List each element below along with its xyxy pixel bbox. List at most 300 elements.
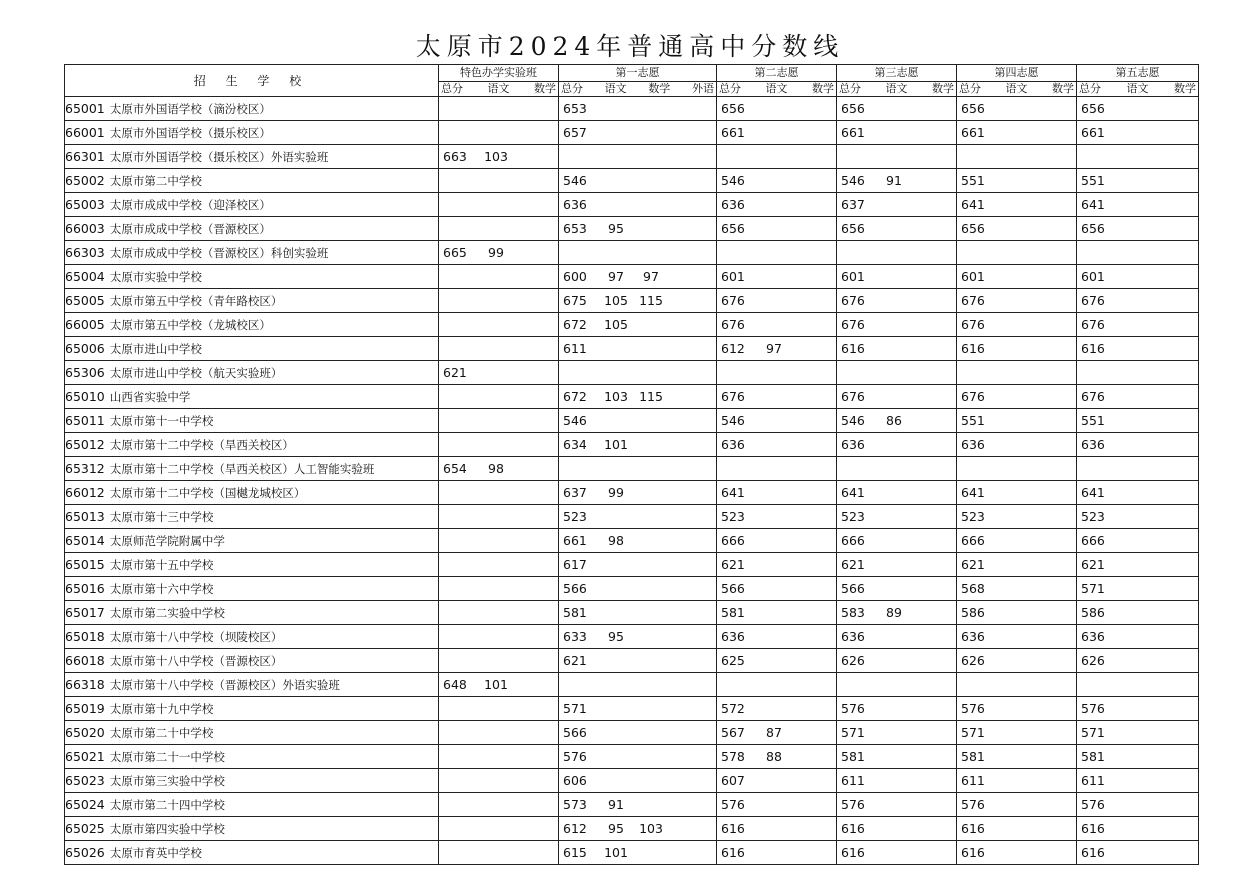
score-cell: [439, 289, 559, 313]
score-cell: [717, 265, 837, 289]
total-score: 636: [1081, 437, 1105, 452]
score-cell: [439, 385, 559, 409]
total-score: 568: [961, 581, 985, 596]
table-row: [65, 817, 1199, 841]
table-row: [65, 313, 1199, 337]
subheader-cell: [1077, 82, 1199, 97]
score-cell: [559, 529, 717, 553]
total-score: 601: [961, 269, 985, 284]
subheader-label: 总分: [561, 82, 583, 95]
total-score: 601: [1081, 269, 1105, 284]
school-code: 65021: [65, 749, 105, 764]
total-score: 612: [721, 341, 745, 356]
score-cell: [559, 697, 717, 721]
score-cell: [439, 817, 559, 841]
chinese-score: 86: [886, 413, 902, 428]
score-cell: [717, 193, 837, 217]
total-score: 573: [563, 797, 587, 812]
total-score: 616: [1081, 341, 1105, 356]
total-score: 523: [841, 509, 865, 524]
score-cell: [837, 241, 957, 265]
score-cell: [559, 745, 717, 769]
score-cell: [717, 745, 837, 769]
score-cell: [1077, 361, 1199, 385]
score-cell: [837, 409, 957, 433]
score-cell: [957, 409, 1077, 433]
table-row: [65, 145, 1199, 169]
total-score: 656: [721, 221, 745, 236]
total-score: 566: [721, 581, 745, 596]
total-score: 523: [961, 509, 985, 524]
score-cell: [837, 481, 957, 505]
school-name: 太原市第十八中学校（坝陵校区）: [109, 630, 283, 644]
school-cell: [65, 385, 439, 409]
score-cell: [957, 841, 1077, 865]
table-row: [65, 121, 1199, 145]
score-cell: [1077, 169, 1199, 193]
school-code: 65312: [65, 461, 105, 476]
school-code: 65019: [65, 701, 105, 716]
score-cell: [439, 601, 559, 625]
school-name: 太原市第三实验中学校: [109, 774, 225, 788]
school-code: 65006: [65, 341, 105, 356]
score-cell: [837, 145, 957, 169]
total-score: 601: [721, 269, 745, 284]
total-score: 621: [563, 653, 587, 668]
math-score: 97: [643, 269, 659, 284]
table-row: [65, 529, 1199, 553]
score-cell: [957, 241, 1077, 265]
total-score: 656: [961, 101, 985, 116]
school-cell: [65, 241, 439, 265]
total-score: 583: [841, 605, 865, 620]
table-row: [65, 553, 1199, 577]
total-score: 665: [443, 245, 467, 260]
score-cell: [837, 121, 957, 145]
table-row: [65, 481, 1199, 505]
score-cell: [957, 433, 1077, 457]
total-score: 601: [841, 269, 865, 284]
table-row: [65, 337, 1199, 361]
score-cell: [1077, 313, 1199, 337]
score-cell: [439, 193, 559, 217]
total-score: 666: [1081, 533, 1105, 548]
subheader-label: 语文: [1005, 82, 1028, 95]
total-score: 523: [721, 509, 745, 524]
school-cell: [65, 721, 439, 745]
score-cell: [1077, 121, 1199, 145]
school-code: 65018: [65, 629, 105, 644]
score-cell: [1077, 697, 1199, 721]
score-cell: [1077, 721, 1199, 745]
school-name: 太原市第十二中学校（旱西关校区）人工智能实验班: [109, 462, 375, 476]
score-cell: [439, 145, 559, 169]
score-cell: [717, 577, 837, 601]
score-cell: [957, 289, 1077, 313]
subheader-cell: [957, 82, 1077, 97]
score-cell: [559, 409, 717, 433]
total-score: 656: [961, 221, 985, 236]
score-cell: [1077, 841, 1199, 865]
subheader-label: 语文: [487, 82, 510, 95]
score-cell: [1077, 625, 1199, 649]
total-score: 546: [563, 413, 587, 428]
score-cell: [559, 241, 717, 265]
score-cell: [1077, 673, 1199, 697]
score-cell: [1077, 553, 1199, 577]
score-cell: [559, 217, 717, 241]
total-score: 666: [961, 533, 985, 548]
score-cell: [439, 481, 559, 505]
school-cell: [65, 313, 439, 337]
score-cell: [717, 361, 837, 385]
math-score: 115: [639, 389, 663, 404]
score-cell: [439, 697, 559, 721]
total-score: 636: [721, 197, 745, 212]
score-cell: [957, 673, 1077, 697]
total-score: 611: [563, 341, 587, 356]
total-score: 676: [841, 389, 865, 404]
table-row: [65, 241, 1199, 265]
school-name: 山西省实验中学: [109, 390, 191, 404]
score-cell: [559, 289, 717, 313]
score-cell: [717, 529, 837, 553]
score-cell: [1077, 649, 1199, 673]
total-score: 641: [1081, 197, 1105, 212]
school-code: 65306: [65, 365, 105, 380]
total-score: 633: [563, 629, 587, 644]
table-row: [65, 433, 1199, 457]
table-row: [65, 217, 1199, 241]
school-cell: [65, 145, 439, 169]
table-row: [65, 745, 1199, 769]
score-cell: [559, 553, 717, 577]
group-header: 第四志愿: [957, 65, 1077, 82]
total-score: 656: [841, 221, 865, 236]
total-score: 576: [961, 797, 985, 812]
total-score: 621: [961, 557, 985, 572]
score-cell: [559, 649, 717, 673]
total-score: 641: [841, 485, 865, 500]
subheader-label: 数学: [648, 82, 671, 95]
score-cell: [717, 457, 837, 481]
total-score: 581: [961, 749, 985, 764]
total-score: 571: [563, 701, 587, 716]
school-name: 太原市实验中学校: [109, 270, 202, 284]
total-score: 571: [841, 725, 865, 740]
total-score: 626: [961, 653, 985, 668]
total-score: 566: [841, 581, 865, 596]
total-score: 626: [841, 653, 865, 668]
total-score: 616: [1081, 845, 1105, 860]
school-cell: [65, 625, 439, 649]
page-title: 太原市2024年普通高中分数线: [415, 32, 845, 61]
school-cell: [65, 433, 439, 457]
score-cell: [1077, 505, 1199, 529]
score-cell: [439, 793, 559, 817]
score-cell: [1077, 481, 1199, 505]
school-name: 太原市成成中学校（迎泽校区）: [109, 198, 271, 212]
score-cell: [957, 265, 1077, 289]
total-score: 576: [1081, 797, 1105, 812]
school-code: 66301: [65, 149, 105, 164]
school-name: 太原师范学院附属中学: [109, 534, 225, 548]
score-cell: [837, 745, 957, 769]
score-cell: [957, 193, 1077, 217]
score-cell: [1077, 577, 1199, 601]
score-cell: [559, 841, 717, 865]
table-row: [65, 169, 1199, 193]
score-cell: [559, 169, 717, 193]
score-cell: [957, 577, 1077, 601]
score-cell: [1077, 433, 1199, 457]
score-cell: [717, 241, 837, 265]
total-score: 636: [841, 629, 865, 644]
school-code: 65013: [65, 509, 105, 524]
score-cell: [439, 553, 559, 577]
school-code: 65015: [65, 557, 105, 572]
subheader-label: 总分: [441, 82, 463, 95]
score-cell: [837, 169, 957, 193]
school-code: 66303: [65, 245, 105, 260]
score-cell: [837, 817, 957, 841]
table-row: [65, 265, 1199, 289]
school-name: 太原市第十六中学校: [109, 582, 214, 596]
score-cell: [1077, 241, 1199, 265]
total-score: 576: [563, 749, 587, 764]
table-row: [65, 601, 1199, 625]
total-score: 636: [961, 629, 985, 644]
score-cell: [1077, 601, 1199, 625]
chinese-score: 91: [886, 173, 902, 188]
total-score: 616: [841, 341, 865, 356]
total-score: 656: [841, 101, 865, 116]
score-cell: [957, 121, 1077, 145]
score-cell: [837, 457, 957, 481]
subheader-cell: [837, 82, 957, 97]
school-cell: [65, 97, 439, 121]
total-score: 546: [563, 173, 587, 188]
school-name: 太原市第二十一中学校: [109, 750, 225, 764]
total-score: 661: [721, 125, 745, 140]
table-row: [65, 385, 1199, 409]
subheader-label: 语文: [885, 82, 908, 95]
total-score: 641: [1081, 485, 1105, 500]
total-score: 566: [563, 725, 587, 740]
score-cell: [559, 265, 717, 289]
total-score: 617: [563, 557, 587, 572]
chinese-score: 98: [488, 461, 504, 476]
school-cell: [65, 841, 439, 865]
score-cell: [717, 649, 837, 673]
total-score: 581: [1081, 749, 1105, 764]
total-score: 615: [563, 845, 587, 860]
total-score: 676: [1081, 293, 1105, 308]
score-cell: [439, 313, 559, 337]
total-score: 621: [721, 557, 745, 572]
score-cell: [559, 193, 717, 217]
school-code: 66012: [65, 485, 105, 500]
chinese-score: 95: [608, 821, 624, 836]
total-score: 576: [961, 701, 985, 716]
score-cell: [717, 433, 837, 457]
score-cell: [837, 289, 957, 313]
total-score: 654: [443, 461, 467, 476]
total-score: 571: [1081, 725, 1105, 740]
score-cell: [559, 673, 717, 697]
school-name: 太原市第十五中学校: [109, 558, 214, 572]
score-cell: [439, 241, 559, 265]
score-cell: [439, 409, 559, 433]
score-cell: [957, 649, 1077, 673]
chinese-score: 95: [608, 221, 624, 236]
score-cell: [717, 121, 837, 145]
total-score: 611: [961, 773, 985, 788]
school-cell: [65, 817, 439, 841]
total-score: 616: [961, 845, 985, 860]
group-header: 特色办学实验班: [439, 65, 559, 82]
school-code: 66003: [65, 221, 105, 236]
score-cell: [837, 529, 957, 553]
school-code: 65017: [65, 605, 105, 620]
table-row: [65, 625, 1199, 649]
score-cell: [439, 745, 559, 769]
total-score: 523: [563, 509, 587, 524]
school-cell: [65, 217, 439, 241]
chinese-score: 98: [608, 533, 624, 548]
total-score: 676: [721, 317, 745, 332]
school-code: 65014: [65, 533, 105, 548]
total-score: 676: [1081, 389, 1105, 404]
total-score: 586: [961, 605, 985, 620]
score-cell: [559, 145, 717, 169]
total-score: 636: [961, 437, 985, 452]
score-cell: [1077, 193, 1199, 217]
score-cell: [957, 625, 1077, 649]
subheader-label: 数学: [932, 82, 954, 95]
school-code: 66001: [65, 125, 105, 140]
school-cell: [65, 265, 439, 289]
subheader-label: 数学: [534, 82, 556, 95]
score-cell: [957, 529, 1077, 553]
score-cell: [717, 313, 837, 337]
score-cell: [559, 577, 717, 601]
score-cell: [837, 577, 957, 601]
score-cell: [957, 217, 1077, 241]
table-row: [65, 769, 1199, 793]
total-score: 616: [961, 341, 985, 356]
total-score: 576: [841, 797, 865, 812]
chinese-score: 99: [488, 245, 504, 260]
total-score: 551: [961, 173, 985, 188]
total-score: 576: [721, 797, 745, 812]
school-code: 65002: [65, 173, 105, 188]
score-cell: [717, 673, 837, 697]
score-cell: [559, 361, 717, 385]
score-cell: [1077, 289, 1199, 313]
total-score: 571: [961, 725, 985, 740]
score-cell: [837, 505, 957, 529]
score-cell: [957, 697, 1077, 721]
score-cell: [439, 169, 559, 193]
total-score: 663: [443, 149, 467, 164]
score-cell: [957, 769, 1077, 793]
score-cell: [837, 265, 957, 289]
score-cell: [957, 601, 1077, 625]
total-score: 616: [721, 845, 745, 860]
score-cell: [439, 361, 559, 385]
score-cell: [957, 313, 1077, 337]
school-code: 65001: [65, 101, 105, 116]
total-score: 551: [1081, 173, 1105, 188]
school-cell: [65, 337, 439, 361]
school-name: 太原市进山中学校: [109, 342, 202, 356]
table-row: [65, 649, 1199, 673]
score-cell: [837, 697, 957, 721]
score-cell: [559, 625, 717, 649]
school-cell: [65, 169, 439, 193]
score-cell: [957, 793, 1077, 817]
score-cell: [957, 481, 1077, 505]
total-score: 606: [563, 773, 587, 788]
score-cell: [957, 505, 1077, 529]
score-cell: [837, 649, 957, 673]
total-score: 675: [563, 293, 587, 308]
school-code: 66005: [65, 317, 105, 332]
school-name: 太原市外国语学校（摄乐校区）外语实验班: [109, 150, 329, 164]
score-cell: [439, 841, 559, 865]
total-score: 578: [721, 749, 745, 764]
total-score: 600: [563, 269, 587, 284]
school-name: 太原市第四实验中学校: [109, 822, 225, 836]
score-cell: [1077, 97, 1199, 121]
score-cell: [559, 601, 717, 625]
score-cell: [957, 721, 1077, 745]
score-cell: [717, 625, 837, 649]
math-score: 103: [639, 821, 663, 836]
subheader-cell: [439, 82, 559, 97]
total-score: 634: [563, 437, 587, 452]
school-cell: [65, 577, 439, 601]
score-cell: [837, 769, 957, 793]
school-name: 太原市外国语学校（摄乐校区）: [109, 126, 271, 140]
total-score: 551: [961, 413, 985, 428]
school-cell: [65, 553, 439, 577]
score-cell: [1077, 337, 1199, 361]
school-name: 太原市第二十四中学校: [109, 798, 225, 812]
total-score: 611: [1081, 773, 1105, 788]
score-cell: [837, 553, 957, 577]
total-score: 636: [841, 437, 865, 452]
total-score: 581: [721, 605, 745, 620]
school-cell: [65, 121, 439, 145]
table-row: [65, 457, 1199, 481]
total-score: 676: [961, 293, 985, 308]
score-cell: [717, 169, 837, 193]
total-score: 607: [721, 773, 745, 788]
school-name: 太原市第二实验中学校: [109, 606, 225, 620]
total-score: 636: [721, 629, 745, 644]
score-cell: [439, 337, 559, 361]
total-score: 676: [721, 389, 745, 404]
score-cell: [717, 337, 837, 361]
score-cell: [717, 145, 837, 169]
chinese-score: 87: [766, 725, 782, 740]
school-cell: [65, 505, 439, 529]
group-header: 第二志愿: [717, 65, 837, 82]
score-cell: [957, 361, 1077, 385]
total-score: 661: [841, 125, 865, 140]
